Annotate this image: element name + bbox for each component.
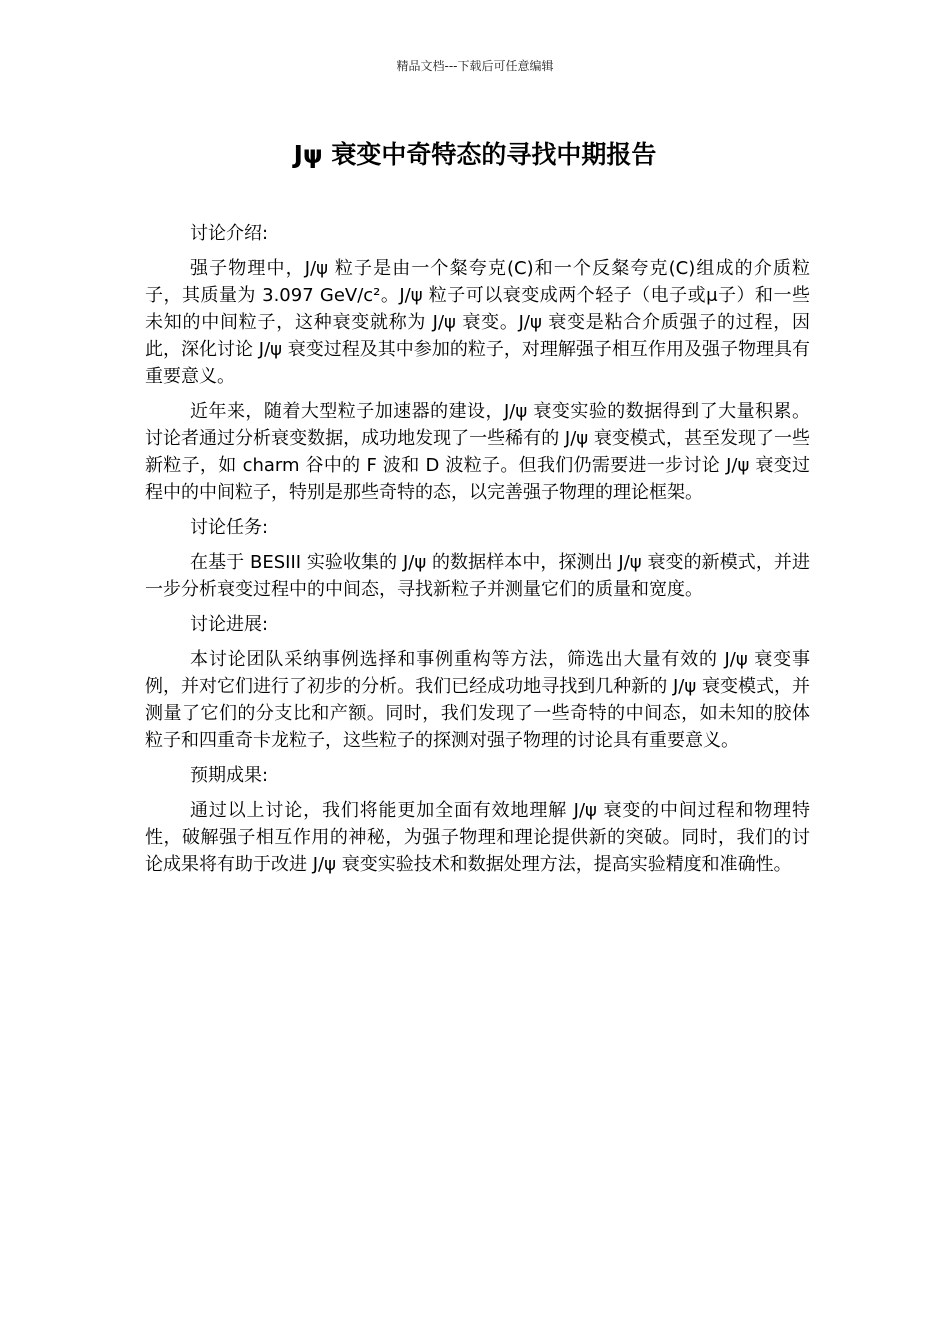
section-heading-expected-results: 预期成果: — [190, 765, 269, 786]
section-heading-tasks: 讨论任务: — [190, 517, 269, 538]
header-note: 精品文档---下载后可任意编辑 — [396, 59, 554, 73]
paragraph: 近年来，随着大型粒子加速器的建设，J/ψ 衰变实验的数据得到了大量积累。讨论者通过分析衰变数据，成功地发现了一些稀有的 J/ψ 衰变模式，甚至发现了一些新粒子，如 charm 谷中的 F 波和 D 波粒子。但我们仍需要进一步讨论 J/ψ 衰变过程中的中间粒子，特别是那些奇特的态，以完善强子物理的理论框架。 — [145, 401, 810, 503]
section-heading-progress: 讨论进展: — [190, 614, 269, 635]
paragraph: 强子物理中，J/ψ 粒子是由一个粲夸克(C)和一个反粲夸克(C)组成的介质粒子，其质量为 3.097 GeV/c²。J/ψ 粒子可以衰变成两个轻子（电子或μ子）和一些未知的中间粒子，这种衰变就称为 J/ψ 衰变。J/ψ 衰变是粘合介质强子的过程，因此，深化讨论 J/ψ 衰变过程及其中参加的粒子，对理解强子相互作用及强子物理具有重要意义。 — [145, 258, 810, 387]
paragraph: 在基于 BESIII 实验收集的 J/ψ 的数据样本中，探测出 J/ψ 衰变的新模式，并进一步分析衰变过程中的中间态，寻找新粒子并测量它们的质量和宽度。 — [145, 552, 810, 600]
document-title: Jψ 衰变中奇特态的寻找中期报告 — [293, 140, 657, 169]
paragraph: 通过以上讨论，我们将能更加全面有效地理解 J/ψ 衰变的中间过程和物理特性，破解强子相互作用的神秘，为强子物理和理论提供新的突破。同时，我们的讨论成果将有助于改进 J/ψ 衰变实验技术和数据处理方法，提高实验精度和准确性。 — [145, 800, 810, 875]
section-heading-introduction: 讨论介绍: — [190, 223, 269, 244]
document-body — [145, 220, 810, 886]
paragraph: 本讨论团队采纳事例选择和事例重构等方法，筛选出大量有效的 J/ψ 衰变事例，并对它们进行了初步的分析。我们已经成功地寻找到几种新的 J/ψ 衰变模式，并测量了它们的分支比和产额。同时，我们发现了一些奇特的中间态，如未知的胶体粒子和四重奇卡龙粒子，这些粒子的探测对强子物理的讨论具有重要意义。 — [145, 649, 810, 751]
